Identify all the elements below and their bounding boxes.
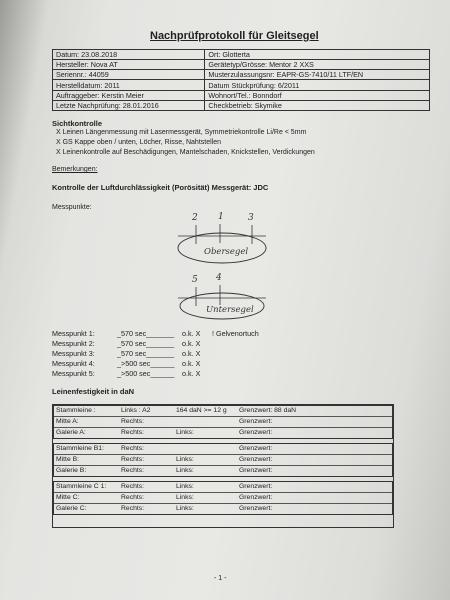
line-side: Rechts: (121, 494, 145, 501)
messpunkt-value: _570 sec_______ (117, 339, 175, 348)
messpunkt-row (52, 339, 212, 348)
line-side: Rechts: (121, 456, 145, 463)
line-limit: Grenzwert: 88 daN (239, 407, 297, 414)
line-side: Rechts: (121, 429, 145, 436)
header-cell-left: Auftraggeber: Kerstin Meier (53, 90, 205, 100)
line-limit: Grenzwert: (239, 467, 273, 474)
bemerkungen-label: Bemerkungen: (52, 166, 98, 173)
header-row (53, 100, 430, 110)
line-value (176, 444, 231, 454)
wing-diagram (170, 210, 270, 330)
header-cell-left: Letzte Nachprüfung: 28.01.2016 (53, 100, 205, 110)
line-side: Links : A2 (121, 407, 151, 414)
obersegel-label: Obersegel (204, 247, 249, 257)
diagram-number: 4 (216, 273, 222, 283)
table-row (54, 482, 392, 493)
messpunkt-row (52, 359, 212, 368)
messpunkt-ok: o.k. X (182, 369, 201, 378)
line-name: Stammleine B1: (56, 445, 104, 452)
line-limit: Grenzwert: (239, 505, 273, 512)
line-limit: Grenzwert: (239, 429, 273, 436)
table-row (54, 455, 392, 466)
messpunkt-value: _570 sec_______ (117, 349, 175, 358)
line-name: Mitte C: (56, 494, 80, 501)
line-group-b (53, 443, 393, 477)
messpunkt-label: Messpunkt 2: (52, 339, 95, 348)
line-side: Rechts: (121, 418, 145, 425)
line-side: Rechts: (121, 445, 145, 452)
header-cell-right: Ort: Glotterta (205, 50, 430, 60)
line-value (176, 417, 231, 427)
diagram-number: 5 (192, 275, 198, 285)
line-name: Galerie B: (56, 467, 87, 474)
line-limit: Grenzwert: (239, 418, 273, 425)
line-limit: Grenzwert: (239, 494, 273, 501)
luftdurchlaessigkeit-title: Kontrolle der Luftdurchlässigkeit (Porösität) Messgerät: JDC (52, 183, 269, 192)
header-cell-left: Hersteller: Nova AT (53, 60, 205, 70)
messpunkt-value: _570 sec_______ (117, 329, 175, 338)
messpunkt-value: _>500 sec______ (117, 369, 175, 378)
messpunkt-label: Messpunkt 1: (52, 329, 95, 338)
messpunkt-row (52, 369, 212, 378)
line-name: Galerie C: (56, 505, 87, 512)
messpunkt-ok: o.k. X (182, 329, 201, 338)
header-row (53, 60, 430, 70)
table-row (54, 466, 392, 476)
messpunkt-ok: o.k. X (182, 349, 201, 358)
table-row (54, 444, 392, 455)
header-row (53, 50, 430, 60)
header-row (53, 90, 430, 100)
leinenfestigkeit-title: Leinenfestigkeit in daN (52, 387, 135, 396)
messpunkt-label: Messpunkt 5: (52, 369, 95, 378)
sichtkontrolle-item: X GS Kappe oben / unten, Löcher, Risse, Nahtstellen (56, 139, 221, 146)
leinenfestigkeit-table (52, 404, 394, 528)
line-value: Links: (176, 429, 194, 436)
line-limit: Grenzwert: (239, 483, 273, 490)
messpunkt-note: ! Gelvenortuch (212, 329, 259, 338)
line-name: Galerie A: (56, 429, 86, 436)
header-cell-right: Checkbetrieb: Skymike (205, 100, 430, 110)
line-name: Stammleine : (56, 407, 96, 414)
line-value: Links: (176, 483, 194, 490)
header-cell-left: Herstelldatum: 2011 (53, 80, 205, 90)
header-cell-left: Datum: 23.08.2018 (53, 50, 205, 60)
diagram-number: 1 (218, 212, 224, 222)
messpunkt-row (52, 329, 259, 338)
line-value: Links: (176, 456, 194, 463)
messpunkt-label: Messpunkt 4: (52, 359, 95, 368)
header-row (53, 70, 430, 80)
line-name: Mitte A: (56, 418, 79, 425)
messpunkt-value: _>500 sec______ (117, 359, 175, 368)
line-group-a (53, 405, 393, 439)
messpunkte-label: Messpunkte: (52, 204, 92, 211)
messpunkt-label: Messpunkt 3: (52, 349, 95, 358)
messpunkt-ok: o.k. X (182, 339, 201, 348)
table-row (54, 417, 392, 428)
table-row (54, 493, 392, 504)
header-cell-left: Seriennr.: 44059 (53, 70, 205, 80)
diagram-number: 3 (248, 213, 254, 223)
sichtkontrolle-item: X Leinen Längenmessung mit Lasermessgerät, Symmetriekontrolle Li/Re < 5mm (56, 129, 307, 136)
page-number: - 1 - (214, 575, 227, 582)
line-side: Rechts: (121, 505, 145, 512)
line-side: Rechts: (121, 483, 145, 490)
line-value: Links: (176, 494, 194, 501)
table-row (54, 406, 392, 417)
header-cell-right: Datum Stückprüfung: 6/2011 (205, 80, 430, 90)
messpunkt-ok: o.k. X (182, 359, 201, 368)
document-title: Nachprüfprotokoll für Gleitsegel (150, 30, 319, 42)
untersegel-label: Untersegel (206, 305, 254, 315)
sichtkontrolle-item: X Leinenkontrolle auf Beschädigungen, Mantelschaden, Knickstellen, Verdickungen (56, 149, 315, 156)
line-limit: Grenzwert: (239, 456, 273, 463)
line-value: 164 daN >= 12 g (176, 407, 227, 414)
line-name: Mitte B: (56, 456, 80, 463)
table-row (54, 504, 392, 514)
header-row (53, 80, 430, 90)
line-value: Links: (176, 505, 194, 512)
line-value: Links: (176, 467, 194, 474)
diagram-number: 2 (192, 213, 198, 223)
line-name: Stammleine C 1: (56, 483, 107, 490)
header-cell-right: Gerätetyp/Grösse: Mentor 2 XXS (205, 60, 430, 70)
table-row (54, 428, 392, 438)
header-cell-right: Wohnort/Tel.: Bonndorf (205, 90, 430, 100)
sichtkontrolle-title: Sichtkontrolle (52, 119, 103, 128)
line-limit: Grenzwert: (239, 445, 273, 452)
header-cell-right: Musterzulassungsnr: EAPR-GS-7410/11 LTF/EN (205, 70, 430, 80)
messpunkt-row (52, 349, 212, 358)
line-group-c (53, 481, 393, 515)
header-table (52, 49, 430, 111)
line-side: Rechts: (121, 467, 145, 474)
